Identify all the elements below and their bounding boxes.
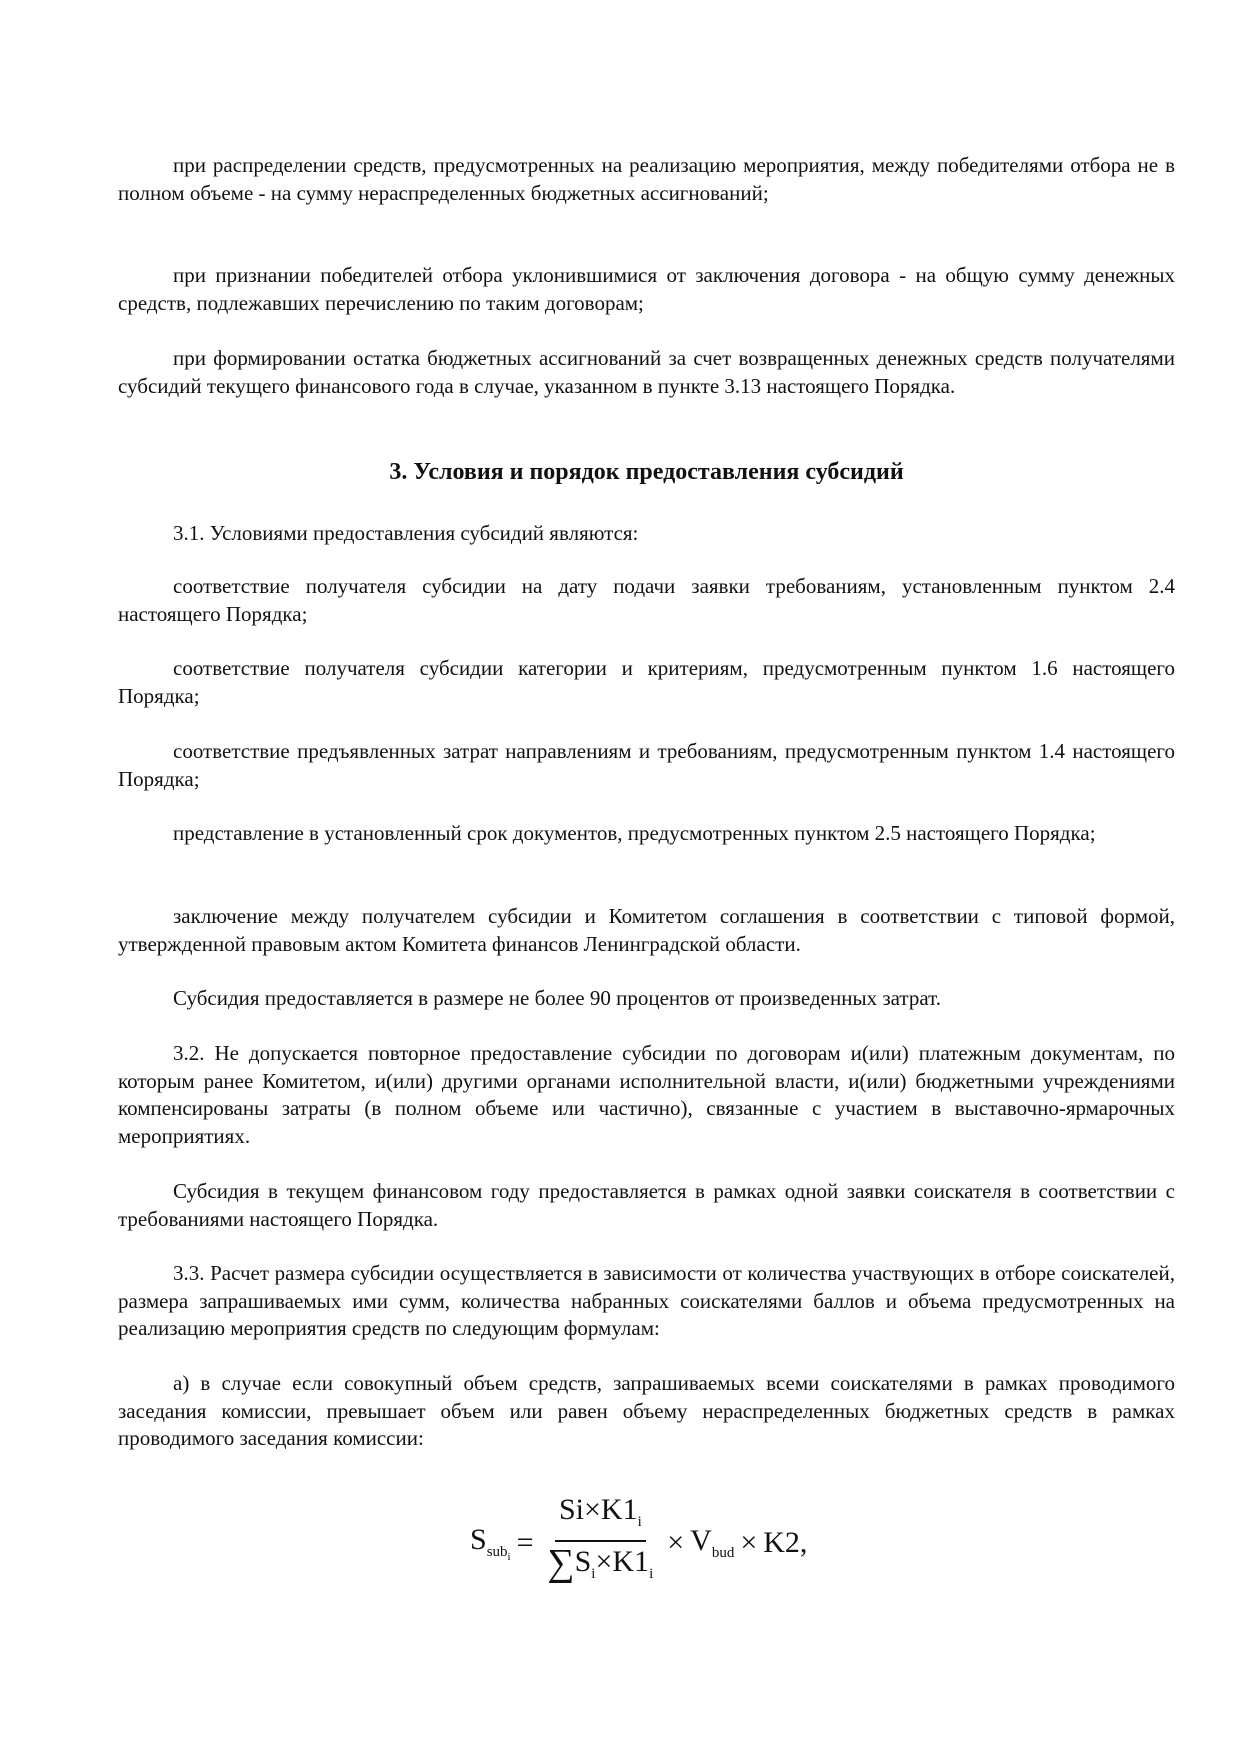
- paragraph: Субсидия предоставляется в размере не более 90 процентов от произведенных затрат.: [173, 986, 941, 1010]
- paragraph: соответствие предъявленных затрат направлениям и требованиям, предусмотренным пунктом 1.4 настоящего Порядка;: [118, 739, 1175, 791]
- formula-denominator: $\sum S_i\times K1_i$: [547, 1542, 654, 1584]
- paragraph: заключение между получателем субсидии и Комитетом соглашения в соответствии с типовой формой, утвержденной правовым актом Комитета финансов Ленинградской области.: [118, 904, 1175, 956]
- paragraph: представление в установленный срок документов, предусмотренных пунктом 2.5 настоящего Порядка;: [173, 821, 1096, 845]
- paragraph: 3.2. Не допускается повторное предоставление субсидии по договорам и(или) платежным документам, по которым ранее Комитетом, и(или) другими органами исполнительной власти, и(или) бюджетными учреждениями компенсированы затраты (в полном объеме или частично), связанные с участием в выставочно-ярмарочных мероприятиях.: [118, 1041, 1175, 1148]
- formula-equals: =: [516, 1526, 534, 1559]
- formula-numerator: $Si\times K1_i$: [555, 1492, 646, 1542]
- paragraph: 3.3. Расчет размера субсидии осуществляется в зависимости от количества участвующих в отборе соискателей, размера запрашиваемых ими сумм, количества набранных соискателями баллов и объема предусмотренных на реализацию мероприятия средств по следующим формулам:: [118, 1261, 1175, 1340]
- section-heading: 3. Условия и порядок предоставления субсидий: [389, 459, 904, 485]
- formula-vbud: $V_{bud}$: [690, 1524, 735, 1561]
- paragraph: соответствие получателя субсидии категории и критериям, предусмотренным пунктом 1.6 настоящего Порядка;: [118, 656, 1175, 708]
- paragraph: при формировании остатка бюджетных ассигнований за счет возвращенных денежных средств получателями субсидий текущего финансового года в случае, указанном в пункте 3.13 настоящего Порядка.: [118, 346, 1175, 398]
- paragraph: при распределении средств, предусмотренных на реализацию мероприятия, между победителями отбора не в полном объеме - на сумму нераспределенных бюджетных ассигнований;: [118, 153, 1175, 205]
- formula-times: ×: [667, 1526, 685, 1559]
- formula-times: ×: [740, 1526, 758, 1559]
- paragraph: соответствие получателя субсидии на дату подачи заявки требованиям, установленным пунктом 2.4 настоящего Порядка;: [118, 574, 1175, 626]
- paragraph: 3.1. Условиями предоставления субсидий являются:: [173, 521, 639, 545]
- formula-fraction: [544, 1492, 658, 1594]
- paragraph: а) в случае если совокупный объем средств, запрашиваемых всеми соискателями в рамках проводимого заседания комиссии, превышает объем или равен объему нераспределенных бюджетных средств в рамках проводимого заседания комиссии:: [118, 1371, 1175, 1450]
- formula-lhs: $S_{sub_i}$: [470, 1523, 511, 1563]
- paragraph: Субсидия в текущем финансовом году предоставляется в рамках одной заявки соискателя в соответствии с требованиями настоящего Порядка.: [118, 1179, 1175, 1231]
- paragraph: при признании победителей отбора уклонившимися от заключения договора - на общую сумму денежных средств, подлежавших перечислению по таким договорам;: [118, 263, 1175, 315]
- formula-k2: K2,: [763, 1526, 808, 1559]
- subsidy-formula: [470, 1492, 807, 1594]
